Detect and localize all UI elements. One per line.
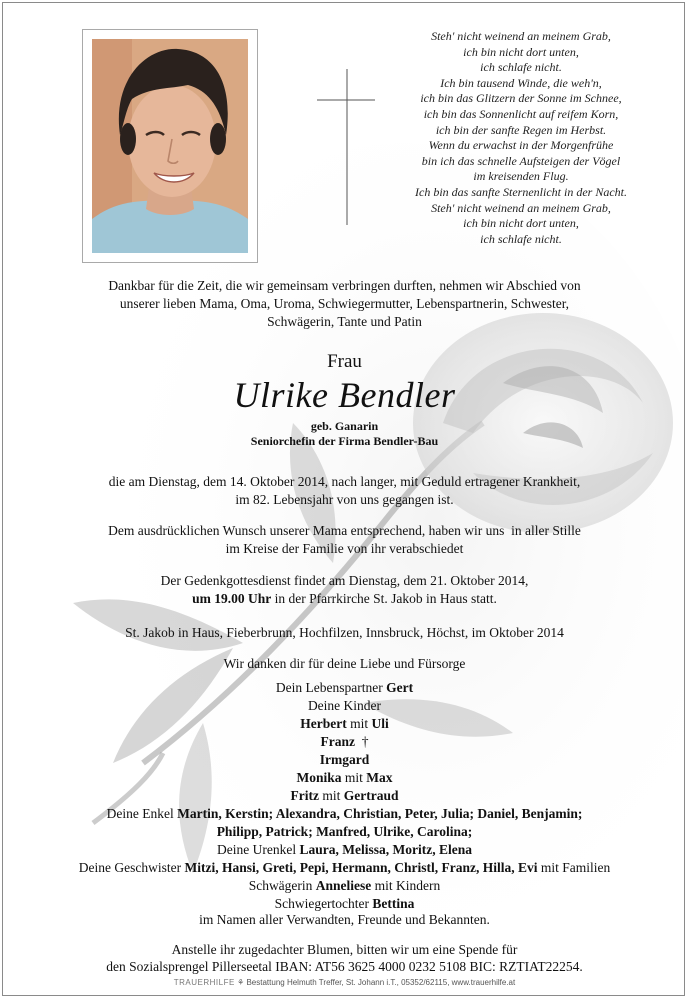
cross-icon xyxy=(317,69,377,225)
child-line xyxy=(3,733,685,751)
footer-brand: TRAUERHILFE xyxy=(173,978,235,987)
child-name: Irmgard xyxy=(319,752,370,767)
places-date: St. Jakob in Haus, Fieberbrunn, Hochfilzen, Innsbruck, Höchst, im Oktober 2014 xyxy=(125,625,564,640)
child-name: Herbert xyxy=(300,716,347,731)
poem-line: ich bin nicht dort unten, xyxy=(463,216,579,231)
spouse-name: Gertraud xyxy=(343,788,399,803)
sister-in-law-suffix: mit Kindern xyxy=(371,878,441,893)
service-time: um 19.00 Uhr xyxy=(192,591,272,606)
siblings-suffix: mit Familien xyxy=(537,860,611,875)
death-notice-line: im 82. Lebensjahr von uns gegangen ist. xyxy=(235,492,454,507)
poem-line: Steh' nicht weinend an meinem Grab, xyxy=(431,29,611,43)
child-line xyxy=(3,787,685,805)
grandchildren-line-2 xyxy=(3,823,685,841)
deceased-details xyxy=(3,419,685,449)
poem-line: im kreisenden Flug. xyxy=(473,169,569,184)
sister-in-law-line xyxy=(3,877,685,895)
poem-line: Steh' nicht weinend an meinem Grab, xyxy=(431,200,611,215)
child-name: Franz xyxy=(320,734,355,749)
obituary-page xyxy=(2,2,685,996)
child-name: Fritz xyxy=(290,788,319,803)
footer xyxy=(3,978,685,988)
poem-line: ich bin das Glitzern der Sonne im Schnee, xyxy=(420,91,622,106)
partner-line xyxy=(3,679,685,697)
service-location: in der Pfarrkirche St. Jakob in Haus statt. xyxy=(271,591,497,606)
donation-line-2 xyxy=(3,958,685,975)
birth-name: geb. Ganarin xyxy=(310,419,379,433)
grandchildren-names: Martin, Kerstin; Alexandra, Christian, Peter, Julia; Daniel, Benjamin; xyxy=(177,806,583,821)
grandchildren-names: Philipp, Patrick; Manfred, Ulrike, Carolina; xyxy=(216,824,473,839)
with-text: mit xyxy=(346,716,372,731)
poem-line: bin ich das schnelle Aufsteigen der Vögel xyxy=(421,153,621,168)
great-grandchildren-line xyxy=(3,841,685,859)
great-grandchildren-names: Laura, Melissa, Moritz, Elena xyxy=(299,842,472,857)
intro-line: unserer lieben Mama, Oma, Uroma, Schwiegermutter, Lebenspartnerin, Schwester, xyxy=(119,296,570,311)
intro-line: Dankbar für die Zeit, die wir gemeinsam verbringen durften, nehmen wir Abschied von xyxy=(108,278,581,293)
thanks-line: Wir danken dir für deine Liebe und Fürsorge xyxy=(223,656,466,671)
death-notice-line: die am Dienstag, dem 14. Oktober 2014, nach langer, mit Geduld ertragener Krankheit, xyxy=(108,474,581,489)
death-notice xyxy=(3,473,685,509)
farewell-line: im Kreise der Familie von ihr verabschiedet xyxy=(225,541,464,556)
daughter-in-law-name: Bettina xyxy=(372,896,415,911)
salutation: Frau xyxy=(327,351,362,372)
poem-line: ich schlafe nicht. xyxy=(480,231,562,246)
farewell-notice xyxy=(3,522,685,558)
deceased-name: Ulrike Bendler xyxy=(233,375,456,415)
partner-prefix: Dein Lebenspartner xyxy=(275,680,387,695)
poem-line: ich bin das Sonnenlicht auf reifem Korn, xyxy=(423,106,619,121)
service-line: Der Gedenkgottesdienst findet am Dienstag, dem 21. Oktober 2014, xyxy=(160,573,529,588)
bank-details: IBAN: AT56 3625 4000 0232 5108 BIC: RZTIAT22254. xyxy=(275,959,583,974)
intro-text xyxy=(3,277,685,331)
footer-text: Bestattung Helmuth Treffer, St. Johann i.T., 05352/62115, www.trauerhilfe.at xyxy=(246,978,516,987)
poem-line: Wenn du erwachst in der Morgenfrühe xyxy=(428,138,614,153)
grandchildren-line xyxy=(3,805,685,823)
sister-in-law-prefix: Schwägerin xyxy=(248,878,316,893)
spouse-name: Max xyxy=(366,770,393,785)
siblings-prefix: Deine Geschwister xyxy=(78,860,185,875)
poem-line: Ich bin tausend Winde, die weh'n, xyxy=(440,75,602,90)
grandchildren-prefix: Deine Enkel xyxy=(106,806,178,821)
spouse-name: Uli xyxy=(371,716,389,731)
child-line xyxy=(3,715,685,733)
portrait-photo xyxy=(92,39,248,253)
occupation: Seniorchefin der Firma Bendler-Bau xyxy=(250,434,439,448)
donation-line: Anstelle ihr zugedachter Blumen, bitten wir um eine Spende für xyxy=(171,942,518,957)
deceased-mark: † xyxy=(355,734,369,749)
service-line-2 xyxy=(3,590,685,608)
portrait-illustration xyxy=(92,39,248,253)
children-label: Deine Kinder xyxy=(307,698,382,713)
donation-recipient: den Sozialsprengel Pillerseetal xyxy=(106,959,276,974)
poem-line: Ich bin das sanfte Sternenlicht in der Nacht. xyxy=(415,184,627,199)
footer-logo-icon: ⚘ xyxy=(237,978,247,987)
intro-line: Schwägerin, Tante und Patin xyxy=(267,314,422,329)
memorial-service xyxy=(3,572,685,608)
poem xyxy=(371,29,671,247)
child-name: Monika xyxy=(296,770,342,785)
donation-request xyxy=(3,941,685,975)
sister-in-law-name: Anneliese xyxy=(315,878,372,893)
siblings-line xyxy=(3,859,685,877)
mourners-list xyxy=(3,679,685,913)
with-text: mit xyxy=(318,788,344,803)
farewell-line: Dem ausdrücklichen Wunsch unserer Mama entsprechend, haben wir uns in aller Stille xyxy=(108,523,581,538)
child-line xyxy=(3,751,685,769)
daughter-in-law-prefix: Schwiegertochter xyxy=(274,896,373,911)
poem-line: ich bin nicht dort unten, xyxy=(463,44,579,59)
closing-line: im Namen aller Verwandten, Freunde und Bekannten. xyxy=(199,912,490,927)
portrait-frame xyxy=(82,29,258,263)
poem-line: ich schlafe nicht. xyxy=(480,60,562,75)
with-text: mit xyxy=(341,770,367,785)
child-line xyxy=(3,769,685,787)
partner-name: Gert xyxy=(386,680,414,695)
siblings-names: Mitzi, Hansi, Greti, Pepi, Hermann, Christl, Franz, Hilla, Evi xyxy=(184,860,538,875)
great-grandchildren-prefix: Deine Urenkel xyxy=(217,842,300,857)
poem-line: ich bin der sanfte Regen im Herbst. xyxy=(435,122,607,137)
